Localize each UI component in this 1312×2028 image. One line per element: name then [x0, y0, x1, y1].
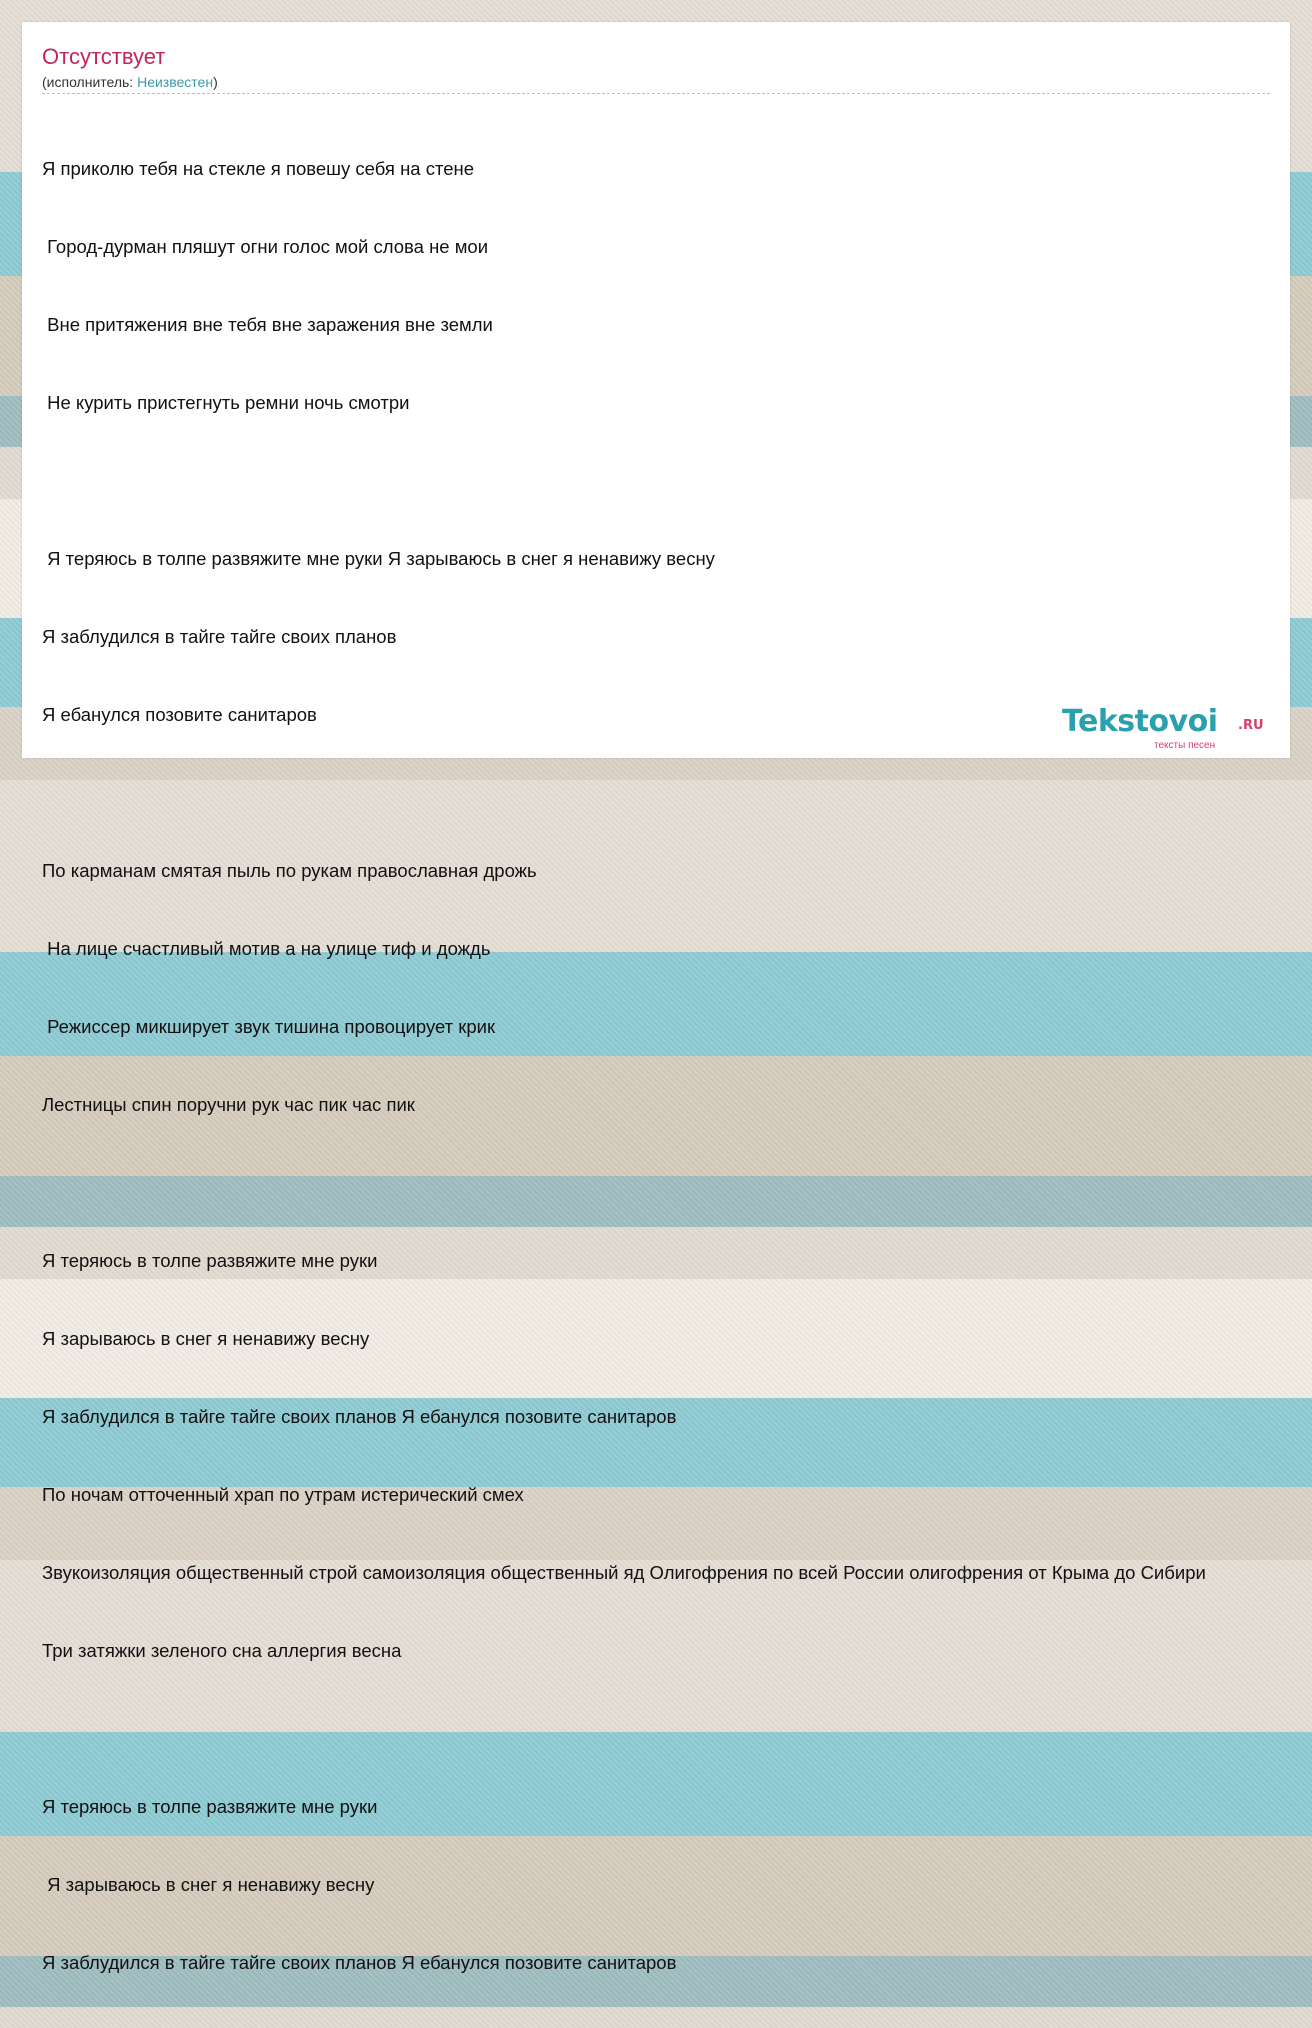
artist-link[interactable]: Неизвестен — [137, 74, 214, 90]
tekstovoi-logo[interactable] — [1062, 704, 1272, 756]
lyric-line: Я заблудился в тайге тайге своих планов Я ебанулся позовите санитаров — [42, 1406, 677, 1427]
lyric-line: Я зарываюсь в снег я ненавижу весну — [42, 1328, 370, 1349]
lyric-line: Я заблудился в тайге тайге своих планов Я ебанулся позовите санитаров — [42, 1952, 677, 1973]
lyric-line — [42, 780, 1206, 806]
logo-tagline: тексты песен — [1154, 740, 1216, 751]
lyric-line: На лице счастливый мотив а на улице тиф и дождь — [42, 938, 491, 959]
lyric-line — [42, 468, 1206, 494]
lyric-line: Я приколю тебя на стекле я повешу себя на стене — [42, 158, 475, 179]
logo-tld: .RU — [1238, 718, 1264, 733]
artist-prefix: (исполнитель: — [42, 74, 138, 90]
lyric-line: Я теряюсь в толпе развяжите мне руки Я зарываюсь в снег я ненавижу весну — [42, 548, 715, 569]
lyric-line: Я ебанулся позовите санитаров — [42, 704, 317, 725]
lyric-line: Я теряюсь в толпе развяжите мне руки — [42, 1250, 378, 1271]
lyric-line: Лестницы спин поручни рук час пик час пик — [42, 1094, 415, 1115]
lyric-line: Не курить пристегнуть ремни ночь смотри — [42, 392, 410, 413]
lyric-line: По карманам смятая пыль по рукам православная дрожь — [42, 860, 537, 881]
artist-suffix: ) — [213, 74, 218, 90]
lyric-line: Вне притяжения вне тебя вне заражения вне земли — [42, 314, 493, 335]
lyric-line: Я заблудился в тайге тайге своих планов — [42, 626, 397, 647]
lyric-line: По ночам отточенный храп по утрам истерический смех — [42, 1484, 524, 1505]
lyric-line: Звукоизоляция общественный строй самоизоляция общественный яд Олигофрения по всей России олигофрения от Крыма до Сибири — [42, 1562, 1206, 1583]
logo-wordmark: Tekstovoi — [1062, 704, 1218, 739]
lyric-line — [42, 1170, 1206, 1196]
lyric-line: Три затяжки зеленого сна аллергия весна — [42, 1640, 402, 1661]
lyrics-card — [22, 22, 1290, 1973]
lyric-line: Я зарываюсь в снег я ненавижу весну — [42, 1874, 375, 1895]
lyrics-text — [42, 104, 1206, 2028]
song-title: Отсутствует — [42, 44, 166, 69]
lyric-line — [42, 1716, 1206, 1742]
lyric-line: Режиссер микширует звук тишина провоцирует крик — [42, 1016, 496, 1037]
lyric-line: Я теряюсь в толпе развяжите мне руки — [42, 1796, 378, 1817]
artist-line — [42, 74, 218, 90]
header-divider — [42, 93, 1270, 94]
lyric-line: Город-дурман пляшут огни голос мой слова не мои — [42, 236, 489, 257]
